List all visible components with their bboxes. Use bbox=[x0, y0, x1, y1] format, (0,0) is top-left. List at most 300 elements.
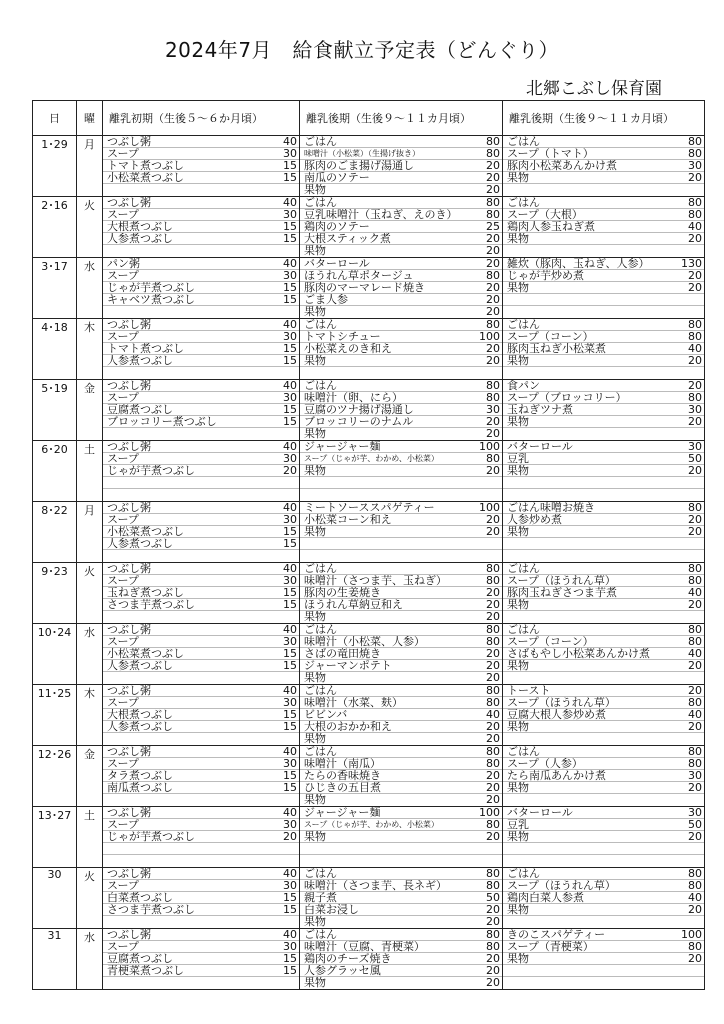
header-date: 日 bbox=[33, 101, 77, 136]
menu-cell-late bbox=[503, 502, 705, 563]
dish-name: 果物 bbox=[507, 599, 529, 610]
table-row bbox=[33, 563, 705, 624]
menu-line bbox=[300, 441, 502, 453]
dish-name: スープ（トマト） bbox=[507, 148, 594, 159]
menu-line bbox=[300, 575, 502, 587]
menu-line bbox=[103, 148, 299, 160]
row-weekday: 金 bbox=[77, 380, 103, 441]
menu-cell-late bbox=[503, 868, 705, 929]
dish-name: スープ（ブロッコリー） bbox=[507, 392, 627, 403]
menu-cell-mid bbox=[300, 563, 503, 624]
dish-amount: 80 bbox=[688, 392, 702, 404]
table-row bbox=[33, 319, 705, 380]
dish-name: つぶし粥 bbox=[107, 807, 151, 818]
menu-line bbox=[503, 489, 704, 501]
dish-amount: 15 bbox=[283, 648, 297, 660]
menu-line bbox=[503, 331, 704, 343]
row-date: 4･18 bbox=[33, 319, 77, 380]
menu-line bbox=[300, 599, 502, 611]
menu-line bbox=[300, 611, 502, 623]
dish-amount: 80 bbox=[486, 697, 500, 709]
dish-name: 果物 bbox=[304, 831, 326, 842]
dish-amount: 20 bbox=[486, 794, 500, 806]
dish-name: ごはん bbox=[304, 685, 337, 696]
dish-amount: 20 bbox=[486, 904, 500, 916]
dish-name: 人参煮つぶし bbox=[107, 538, 173, 549]
dish-name: 小松菜えのき和え bbox=[304, 343, 392, 354]
menu-line bbox=[103, 672, 299, 684]
dish-amount: 15 bbox=[283, 782, 297, 794]
menu-line bbox=[503, 746, 704, 758]
dish-name: ごはん bbox=[304, 624, 337, 635]
dish-amount: 20 bbox=[688, 355, 702, 367]
dish-name: 小松菜煮つぶし bbox=[107, 648, 184, 659]
menu-cell-early bbox=[103, 441, 300, 502]
menu-line bbox=[503, 892, 704, 904]
row-date: 6･20 bbox=[33, 441, 77, 502]
dish-amount: 15 bbox=[283, 416, 297, 428]
menu-line bbox=[503, 770, 704, 782]
menu-line bbox=[503, 880, 704, 892]
dish-name: 果物 bbox=[304, 428, 326, 440]
dish-name: 人参炒め煮 bbox=[507, 514, 562, 525]
menu-line bbox=[300, 868, 502, 880]
dish-name: さつま芋煮つぶし bbox=[107, 904, 195, 915]
dish-amount: 20 bbox=[486, 672, 500, 684]
menu-line bbox=[300, 843, 502, 855]
dish-name: ほうれん草ポタージュ bbox=[304, 270, 414, 281]
menu-line bbox=[503, 428, 704, 440]
menu-cell-mid bbox=[300, 319, 503, 380]
row-date: 10･24 bbox=[33, 624, 77, 685]
row-date: 11･25 bbox=[33, 685, 77, 746]
menu-line bbox=[103, 941, 299, 953]
dish-name: ごはん bbox=[507, 868, 540, 879]
dish-amount: 80 bbox=[688, 758, 702, 770]
dish-amount: 40 bbox=[688, 343, 702, 355]
menu-line bbox=[103, 367, 299, 379]
menu-line bbox=[503, 416, 704, 428]
dish-name: 玉ねぎツナ煮 bbox=[507, 404, 573, 415]
menu-line bbox=[503, 319, 704, 331]
dish-amount: 80 bbox=[486, 392, 500, 404]
dish-amount: 20 bbox=[486, 611, 500, 623]
menu-line bbox=[103, 477, 299, 489]
dish-amount: 80 bbox=[486, 197, 500, 209]
dish-name: ジャージャー麺 bbox=[304, 441, 381, 452]
menu-line bbox=[103, 306, 299, 318]
table-row bbox=[33, 868, 705, 929]
dish-amount: 15 bbox=[283, 404, 297, 416]
menu-line bbox=[300, 465, 502, 477]
dish-name: 味噌汁（さつま芋、玉ねぎ） bbox=[304, 575, 447, 586]
dish-amount: 100 bbox=[479, 441, 500, 453]
menu-cell-early bbox=[103, 746, 300, 807]
table-row bbox=[33, 380, 705, 441]
menu-line bbox=[103, 526, 299, 538]
menu-line bbox=[300, 404, 502, 416]
menu-line bbox=[503, 636, 704, 648]
menu-line bbox=[300, 733, 502, 745]
dish-amount: 40 bbox=[283, 136, 297, 148]
dish-amount: 20 bbox=[688, 721, 702, 733]
dish-name: つぶし粥 bbox=[107, 685, 151, 696]
menu-line bbox=[503, 672, 704, 684]
dish-amount: 80 bbox=[688, 636, 702, 648]
menu-line bbox=[503, 441, 704, 453]
menu-line bbox=[103, 746, 299, 758]
dish-name: スープ bbox=[107, 392, 139, 403]
dish-amount: 100 bbox=[681, 929, 702, 941]
menu-line bbox=[503, 550, 704, 562]
dish-amount: 20 bbox=[688, 685, 702, 697]
dish-name: つぶし粥 bbox=[107, 868, 151, 879]
menu-line bbox=[103, 331, 299, 343]
table-row bbox=[33, 624, 705, 685]
menu-line bbox=[300, 624, 502, 636]
menu-line bbox=[103, 904, 299, 916]
menu-line bbox=[300, 904, 502, 916]
dish-amount: 80 bbox=[688, 624, 702, 636]
dish-name: 味噌汁（小松菜、人参） bbox=[304, 636, 425, 647]
dish-name: 白菜煮つぶし bbox=[107, 892, 173, 903]
dish-amount: 40 bbox=[486, 709, 500, 721]
menu-line bbox=[503, 965, 704, 977]
menu-line bbox=[503, 282, 704, 294]
menu-line bbox=[503, 904, 704, 916]
menu-line bbox=[103, 709, 299, 721]
dish-amount: 30 bbox=[283, 941, 297, 953]
menu-line bbox=[300, 758, 502, 770]
row-weekday: 木 bbox=[77, 319, 103, 380]
dish-amount: 30 bbox=[283, 880, 297, 892]
dish-amount: 30 bbox=[283, 758, 297, 770]
menu-line bbox=[103, 916, 299, 928]
menu-cell-mid bbox=[300, 441, 503, 502]
menu-line bbox=[503, 953, 704, 965]
dish-name: 果物 bbox=[507, 721, 529, 732]
menu-line bbox=[300, 807, 502, 819]
dish-amount: 40 bbox=[283, 258, 297, 270]
dish-name: スープ bbox=[107, 697, 139, 708]
table-row bbox=[33, 136, 705, 197]
menu-line bbox=[300, 526, 502, 538]
menu-cell-mid bbox=[300, 502, 503, 563]
menu-cell-mid bbox=[300, 136, 503, 197]
dish-amount: 15 bbox=[283, 721, 297, 733]
menu-cell-early bbox=[103, 380, 300, 441]
dish-name: スープ bbox=[107, 209, 139, 220]
dish-amount: 20 bbox=[486, 831, 500, 843]
dish-name: 味噌汁（小松菜）（生揚げ抜き） bbox=[304, 149, 420, 158]
menu-line bbox=[103, 636, 299, 648]
dish-amount: 15 bbox=[283, 282, 297, 294]
menu-line bbox=[503, 477, 704, 489]
row-date: 9･23 bbox=[33, 563, 77, 624]
dish-amount: 20 bbox=[688, 172, 702, 184]
menu-line bbox=[103, 599, 299, 611]
menu-line bbox=[300, 172, 502, 184]
menu-cell-late bbox=[503, 807, 705, 868]
menu-cell-late bbox=[503, 258, 705, 319]
dish-name: ブロッコリー煮つぶし bbox=[107, 416, 217, 427]
dish-amount: 20 bbox=[486, 721, 500, 733]
menu-cell-mid bbox=[300, 929, 503, 990]
menu-line bbox=[300, 819, 502, 831]
dish-amount: 30 bbox=[283, 270, 297, 282]
dish-name: パン粥 bbox=[107, 258, 140, 269]
menu-cell-early bbox=[103, 502, 300, 563]
dish-name: 豆乳 bbox=[507, 819, 529, 830]
dish-name: スープ（ほうれん草） bbox=[507, 575, 616, 586]
menu-cell-early bbox=[103, 319, 300, 380]
dish-amount: 20 bbox=[486, 916, 500, 928]
menu-line bbox=[300, 550, 502, 562]
menu-line bbox=[503, 404, 704, 416]
dish-name: タラ煮つぶし bbox=[107, 770, 173, 781]
dish-amount: 20 bbox=[486, 465, 500, 477]
dish-name: たら南瓜あんかけ煮 bbox=[507, 770, 606, 781]
dish-name: スープ bbox=[107, 514, 139, 525]
dish-amount: 15 bbox=[283, 965, 297, 977]
dish-name: バターロール bbox=[304, 258, 370, 269]
dish-amount: 15 bbox=[283, 660, 297, 672]
dish-amount: 20 bbox=[486, 294, 500, 306]
menu-line bbox=[503, 868, 704, 880]
menu-line bbox=[503, 184, 704, 196]
dish-amount: 80 bbox=[486, 868, 500, 880]
dish-amount: 80 bbox=[486, 819, 500, 831]
dish-name: ごはん bbox=[304, 380, 337, 391]
menu-line bbox=[503, 929, 704, 941]
dish-amount: 20 bbox=[688, 514, 702, 526]
menu-line bbox=[503, 916, 704, 928]
menu-line bbox=[103, 721, 299, 733]
dish-amount: 20 bbox=[486, 172, 500, 184]
dish-amount: 80 bbox=[486, 685, 500, 697]
dish-amount: 15 bbox=[283, 233, 297, 245]
menu-line bbox=[503, 831, 704, 843]
menu-line bbox=[300, 660, 502, 672]
dish-name: スープ（コーン） bbox=[507, 331, 594, 342]
menu-line bbox=[300, 977, 502, 989]
menu-line bbox=[300, 270, 502, 282]
menu-cell-early bbox=[103, 929, 300, 990]
menu-line bbox=[300, 233, 502, 245]
menu-line bbox=[103, 245, 299, 257]
dish-name: ごはん bbox=[507, 197, 540, 208]
table-row bbox=[33, 502, 705, 563]
dish-name: つぶし粥 bbox=[107, 197, 151, 208]
dish-amount: 20 bbox=[688, 270, 702, 282]
menu-line bbox=[300, 380, 502, 392]
dish-name: 果物 bbox=[304, 184, 326, 196]
dish-name: きのこスパゲティー bbox=[507, 929, 606, 940]
menu-line bbox=[300, 392, 502, 404]
nursery-name: 北郷こぶし保育園 bbox=[526, 79, 662, 99]
dish-amount: 30 bbox=[283, 392, 297, 404]
dish-amount: 20 bbox=[486, 599, 500, 611]
dish-name: 果物 bbox=[507, 282, 529, 293]
menu-line bbox=[300, 782, 502, 794]
row-date: 5･19 bbox=[33, 380, 77, 441]
menu-line bbox=[103, 965, 299, 977]
dish-amount: 30 bbox=[688, 807, 702, 819]
dish-name: ごはん bbox=[304, 929, 337, 940]
menu-line bbox=[300, 294, 502, 306]
dish-name: スープ bbox=[107, 575, 139, 586]
menu-cell-early bbox=[103, 868, 300, 929]
dish-name: 鶏肉のソテー bbox=[304, 221, 370, 232]
menu-line bbox=[300, 477, 502, 489]
menu-line bbox=[503, 624, 704, 636]
page-title: 2024年7月 給食献立予定表（どんぐり） bbox=[164, 38, 560, 62]
menu-line bbox=[503, 563, 704, 575]
dish-name: スープ bbox=[107, 941, 139, 952]
row-weekday: 土 bbox=[77, 807, 103, 868]
dish-amount: 15 bbox=[283, 526, 297, 538]
menu-line bbox=[103, 489, 299, 501]
dish-name: つぶし粥 bbox=[107, 563, 151, 574]
dish-name: 豆腐煮つぶし bbox=[107, 404, 173, 415]
dish-amount: 100 bbox=[479, 807, 500, 819]
dish-amount: 40 bbox=[688, 221, 702, 233]
menu-line bbox=[300, 636, 502, 648]
menu-line bbox=[503, 843, 704, 855]
row-weekday: 月 bbox=[77, 502, 103, 563]
dish-amount: 20 bbox=[486, 233, 500, 245]
menu-line bbox=[103, 977, 299, 989]
dish-name: つぶし粥 bbox=[107, 380, 151, 391]
menu-line bbox=[300, 258, 502, 270]
dish-name: 玉ねぎ煮つぶし bbox=[107, 587, 184, 598]
dish-amount: 20 bbox=[486, 184, 500, 196]
menu-line bbox=[103, 831, 299, 843]
row-weekday: 土 bbox=[77, 441, 103, 502]
row-weekday: 火 bbox=[77, 868, 103, 929]
dish-name: 豆腐煮つぶし bbox=[107, 953, 173, 964]
menu-line bbox=[503, 343, 704, 355]
dish-amount: 30 bbox=[283, 514, 297, 526]
dish-amount: 80 bbox=[486, 929, 500, 941]
menu-line bbox=[103, 428, 299, 440]
dish-amount: 20 bbox=[486, 343, 500, 355]
menu-line bbox=[503, 367, 704, 379]
menu-line bbox=[503, 172, 704, 184]
dish-amount: 20 bbox=[486, 416, 500, 428]
dish-amount: 15 bbox=[283, 343, 297, 355]
dish-name: 大根煮つぶし bbox=[107, 221, 173, 232]
dish-amount: 20 bbox=[688, 831, 702, 843]
menu-line bbox=[300, 221, 502, 233]
menu-line bbox=[103, 648, 299, 660]
dish-amount: 80 bbox=[688, 941, 702, 953]
dish-name: ごはん bbox=[304, 319, 337, 330]
menu-line bbox=[503, 685, 704, 697]
dish-amount: 30 bbox=[688, 160, 702, 172]
dish-name: バターロール bbox=[507, 441, 573, 452]
dish-name: 青梗菜煮つぶし bbox=[107, 965, 184, 976]
table-row bbox=[33, 441, 705, 502]
dish-name: バターロール bbox=[507, 807, 573, 818]
dish-name: つぶし粥 bbox=[107, 319, 151, 330]
row-date: 1･29 bbox=[33, 136, 77, 197]
dish-name: つぶし粥 bbox=[107, 502, 151, 513]
row-weekday: 水 bbox=[77, 929, 103, 990]
menu-line bbox=[503, 648, 704, 660]
dish-name: たらの香味焼き bbox=[304, 770, 381, 781]
dish-name: 果物 bbox=[507, 953, 529, 964]
menu-line bbox=[300, 355, 502, 367]
menu-line bbox=[300, 319, 502, 331]
dish-amount: 50 bbox=[688, 453, 702, 465]
dish-name: さばもやし小松菜あんかけ煮 bbox=[507, 648, 650, 659]
dish-amount: 20 bbox=[486, 977, 500, 989]
dish-amount: 30 bbox=[688, 404, 702, 416]
dish-name: スープ bbox=[107, 880, 139, 891]
menu-cell-late bbox=[503, 563, 705, 624]
menu-line bbox=[103, 758, 299, 770]
dish-amount: 80 bbox=[688, 197, 702, 209]
dish-name: スープ（じゃが芋、わかめ、小松菜） bbox=[304, 454, 439, 463]
menu-line bbox=[503, 575, 704, 587]
dish-amount: 80 bbox=[688, 319, 702, 331]
menu-line bbox=[103, 563, 299, 575]
dish-name: ジャージャー麺 bbox=[304, 807, 381, 818]
dish-name: ごま人参 bbox=[304, 294, 348, 305]
dish-name: 果物 bbox=[507, 355, 529, 366]
dish-amount: 80 bbox=[486, 941, 500, 953]
menu-line bbox=[503, 538, 704, 550]
menu-body bbox=[33, 136, 705, 990]
menu-line bbox=[300, 282, 502, 294]
dish-amount: 30 bbox=[283, 209, 297, 221]
dish-amount: 20 bbox=[486, 782, 500, 794]
dish-amount: 40 bbox=[283, 502, 297, 514]
dish-name: 鶏肉のチーズ焼き bbox=[304, 953, 392, 964]
menu-line bbox=[300, 672, 502, 684]
menu-line bbox=[300, 184, 502, 196]
dish-name: スープ（ほうれん草） bbox=[507, 880, 616, 891]
dish-name: ごはん bbox=[507, 563, 540, 574]
menu-line bbox=[103, 380, 299, 392]
dish-name: ジャーマンポテト bbox=[304, 660, 392, 671]
menu-line bbox=[503, 453, 704, 465]
dish-name: ごはん bbox=[507, 319, 540, 330]
dish-amount: 20 bbox=[688, 953, 702, 965]
table-row bbox=[33, 746, 705, 807]
menu-line bbox=[103, 465, 299, 477]
menu-line bbox=[300, 416, 502, 428]
dish-amount: 20 bbox=[688, 233, 702, 245]
menu-cell-early bbox=[103, 258, 300, 319]
dish-name: つぶし粥 bbox=[107, 746, 151, 757]
menu-line bbox=[503, 392, 704, 404]
dish-name: 南瓜のソテー bbox=[304, 172, 370, 183]
menu-cell-mid bbox=[300, 868, 503, 929]
dish-amount: 80 bbox=[486, 563, 500, 575]
dish-amount: 80 bbox=[688, 880, 702, 892]
dish-amount: 80 bbox=[486, 380, 500, 392]
dish-name: スープ（コーン） bbox=[507, 636, 594, 647]
dish-name: ビビンバ bbox=[304, 709, 348, 720]
menu-line bbox=[503, 782, 704, 794]
menu-line bbox=[103, 282, 299, 294]
menu-cell-late bbox=[503, 197, 705, 258]
table-row bbox=[33, 807, 705, 868]
dish-amount: 15 bbox=[283, 953, 297, 965]
dish-name: 豆乳 bbox=[507, 453, 529, 464]
